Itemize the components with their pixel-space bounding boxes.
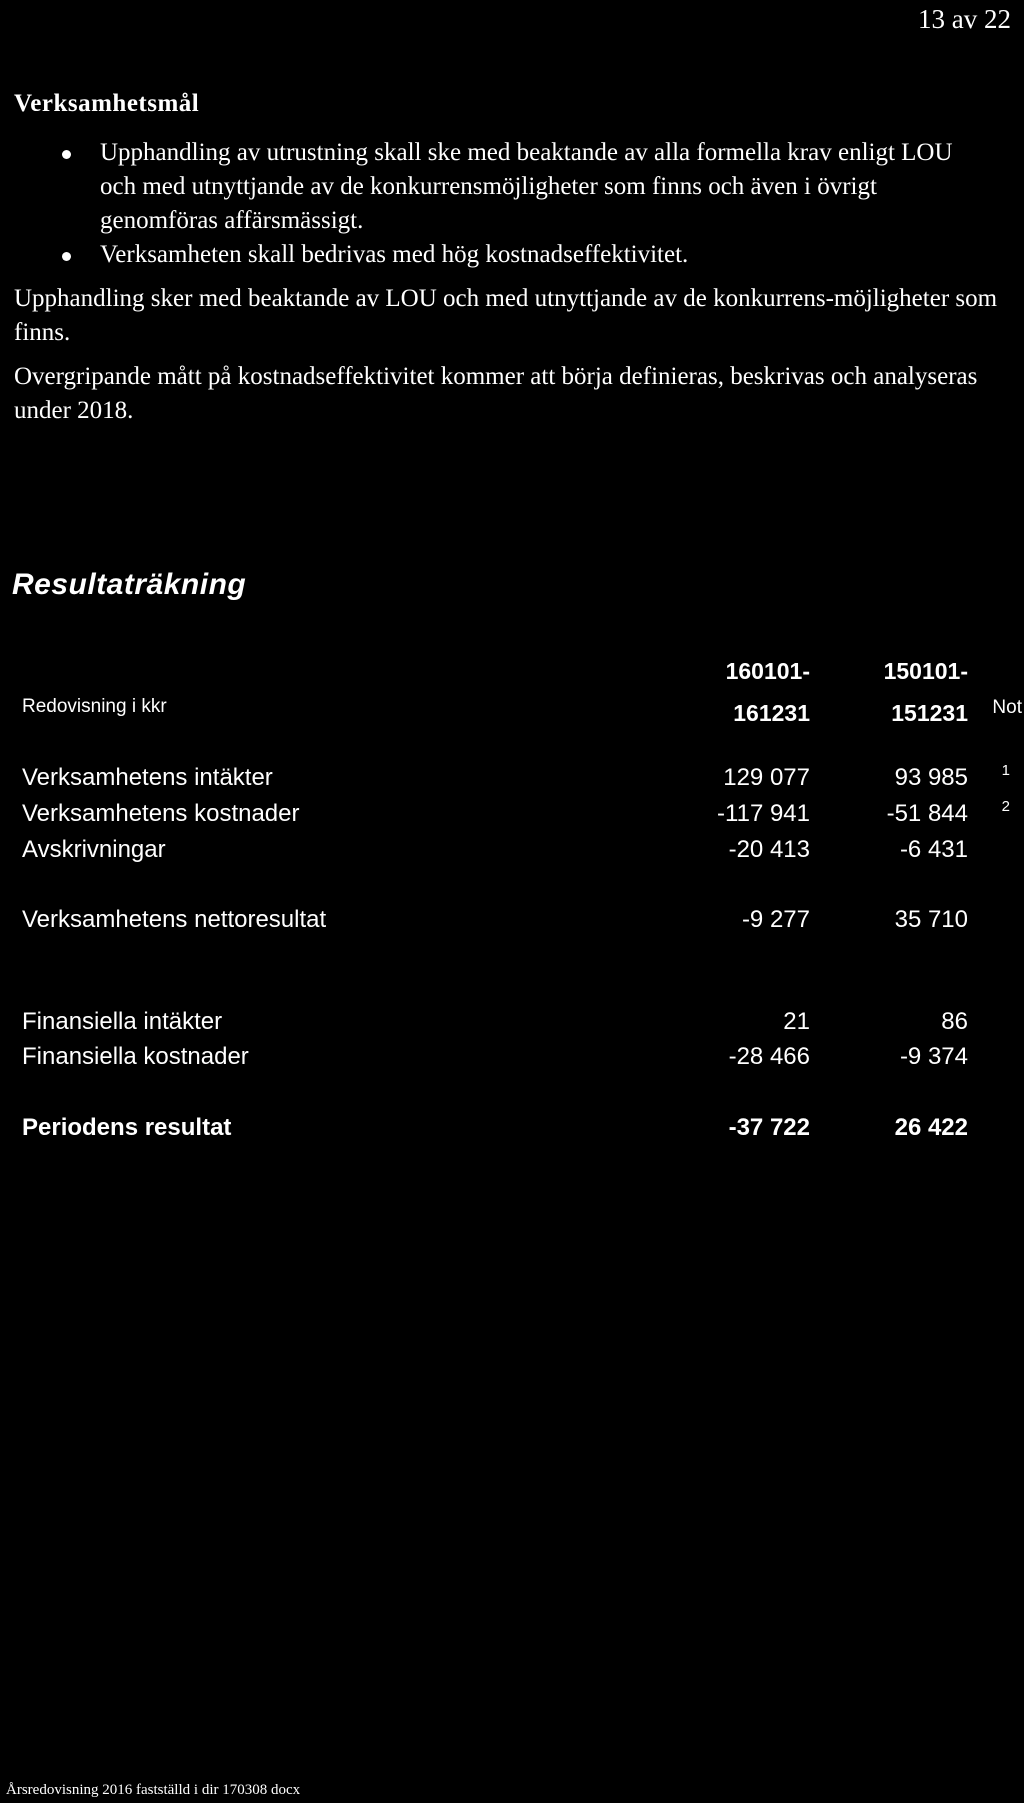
section-heading: Verksamhetsmål	[14, 90, 200, 117]
value-2016: 129 077	[723, 764, 810, 791]
row-label: Verksamhetens kostnader	[22, 800, 300, 827]
value-2016: -9 277	[741, 906, 810, 933]
bullet-icon	[62, 150, 71, 159]
value-2015: 26 422	[894, 1114, 968, 1141]
value-2015: -9 374	[899, 1043, 968, 1070]
column-header-line: 150101-	[883, 658, 968, 684]
note-ref: 2	[1001, 798, 1010, 815]
value-2015: 86	[941, 1008, 968, 1035]
list-item-text: Verksamheten skall bedrivas med hög kostnadseffektivitet.	[100, 241, 689, 268]
table-row	[0, 906, 1024, 940]
value-2016: -28 466	[728, 1043, 810, 1070]
value-2016: 21	[783, 1008, 810, 1035]
row-label: Verksamhetens nettoresultat	[22, 906, 327, 933]
column-header-2015	[808, 650, 968, 734]
paragraph: Upphandling sker med beaktande av LOU och med utnyttjande av de konkurrens-möjligheter som finns.	[14, 285, 998, 346]
report-title: Resultaträkning	[12, 568, 247, 601]
table-row	[0, 764, 1024, 798]
table-row	[0, 836, 1024, 870]
row-label: Verksamhetens intäkter	[22, 764, 273, 791]
note-column-header: Not	[992, 697, 1022, 718]
column-header-line: 151231	[891, 700, 968, 726]
list-item-text: Upphandling av utrustning skall ske med beaktande av alla formella krav enligt LOU och med utnyttjande av de konkurrensmöjligheter som finns och även i övrigt genomföras affärsmässigt.	[100, 139, 953, 234]
row-label: Periodens resultat	[22, 1114, 232, 1141]
value-2016: -20 413	[728, 836, 810, 863]
value-2015: -6 431	[899, 836, 968, 863]
page-number: 13 av 22	[918, 4, 1011, 34]
note-ref: 1	[1001, 762, 1010, 779]
value-2015: 93 985	[894, 764, 968, 791]
value-2016: -117 941	[717, 800, 810, 827]
table-caption: Redovisning i kkr	[22, 696, 167, 717]
bullet-icon	[62, 252, 71, 261]
table-row	[0, 1043, 1024, 1077]
column-header-line: 160101-	[725, 658, 810, 684]
list-item	[0, 238, 1024, 272]
row-label: Finansiella intäkter	[22, 1008, 223, 1035]
row-label: Finansiella kostnader	[22, 1043, 249, 1070]
value-2015: -51 844	[886, 800, 968, 827]
list-item	[0, 136, 1024, 238]
column-header-2016	[650, 650, 810, 734]
column-header-line: 161231	[733, 700, 810, 726]
paragraph: Overgripande mått på kostnadseffektivitet kommer att börja definieras, beskrivas och analyseras under 2018.	[14, 363, 978, 424]
goals-list	[0, 136, 1024, 272]
row-label: Avskrivningar	[22, 836, 166, 863]
value-2015: 35 710	[894, 906, 968, 933]
footer-filename: Årsredovisning 2016 fastställd i dir 170308 docx	[6, 1782, 301, 1798]
table-row-total	[0, 1114, 1024, 1148]
value-2016: -37 722	[728, 1114, 810, 1141]
table-row	[0, 800, 1024, 834]
table-row	[0, 1008, 1024, 1042]
